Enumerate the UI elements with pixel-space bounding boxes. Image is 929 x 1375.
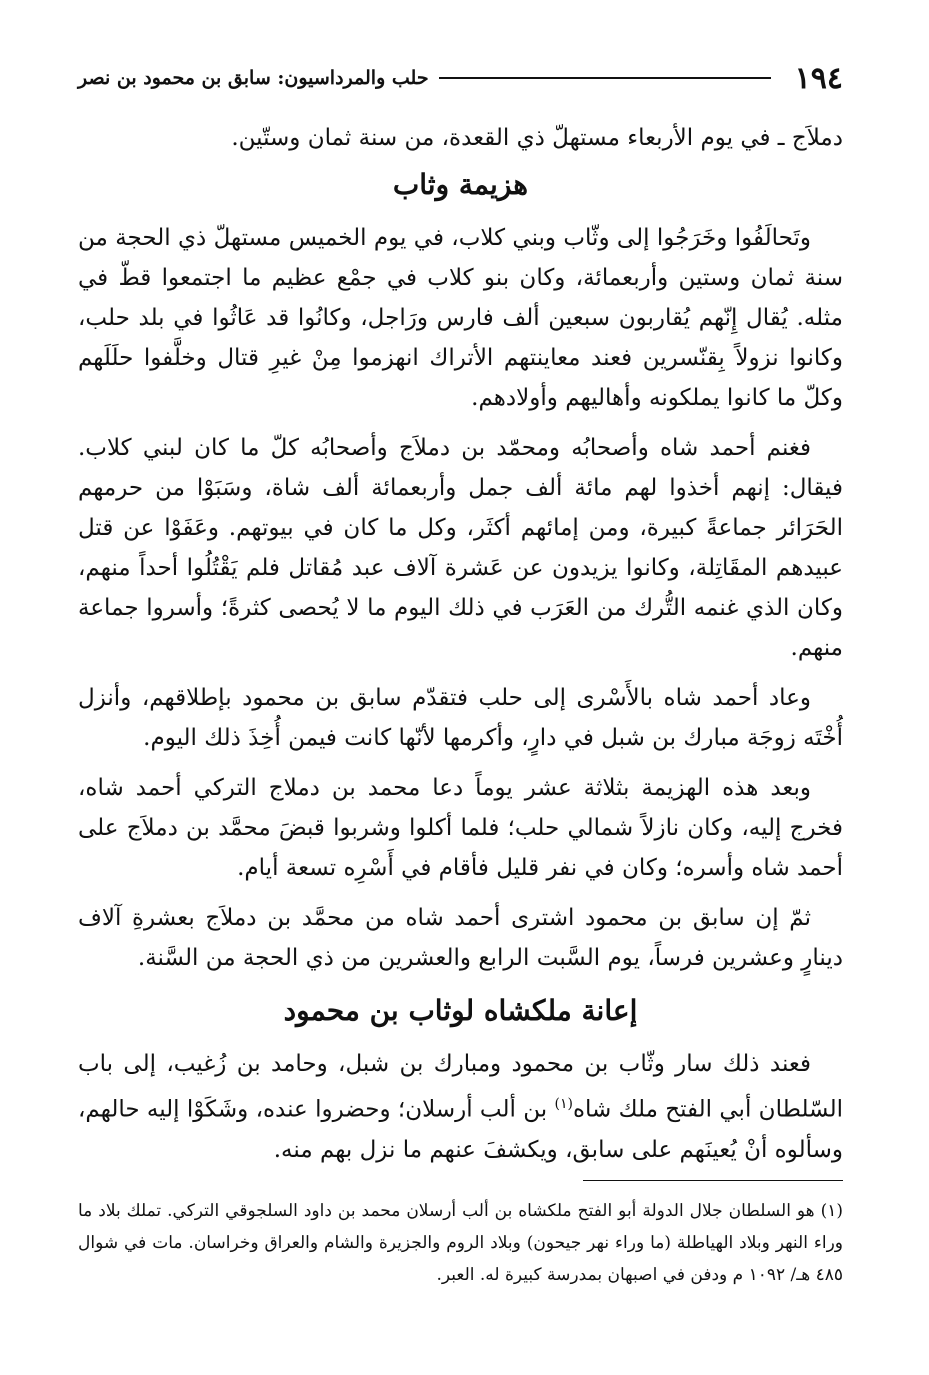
- section-heading-defeat-of-wathab: هزيمة وثاب: [392, 168, 529, 201]
- running-head: [78, 58, 843, 98]
- paragraph: ثمّ إن سابق بن محمود اشترى أحمد شاه من محمَّد بن دملاَج بعشرةِ آلاف دينارٍ وعشرين فرساً، يوم السَّبت الرابع والعشرين من ذي الحجة من السَّنة.: [78, 905, 843, 971]
- paragraph: وعاد أحمد شاه بالأَسْرى إلى حلب فتقدّم سابق بن محمود بإطلاقهم، وأنزل أُخْتَه زوجَة مبارك بن شبل في دارٍ، وأكرمها لأنّها كانت فيمن أُخِذَ ذلك اليوم.: [78, 685, 843, 751]
- paragraph: فغنم أحمد شاه وأصحابُه ومحمّد بن دملاَج وأصحابُه كلّ ما كان لبني كلاب. فيقال: إنهم أخذوا لهم مائة ألف جمل وأربعمائة ألف شاة، وسَبَوْا من حرمهم الحَرَائر جماعةً كبيرة، ومن إمائهم أكثَر، وكل ما كان في بيوتهم. وعَفَوْا عن قتل عبيدهم المقَاتِلة، وكانوا يزيدون عن عَشرة آلاف عبد مُقاتل فلم يَقْتُلُوا أحداً منهم، وكان الذي غنمه التُّرك من العَرَب في ذلك اليوم ما لا يُحصى كثرةً؛ وأسروا جماعة منهم.: [78, 435, 843, 661]
- page-body: [78, 118, 843, 1291]
- running-title: حلب والمرداسيون: سابق بن محمود بن نصر: [78, 67, 429, 89]
- header-rule: [439, 77, 771, 79]
- footnote-separator: [583, 1180, 843, 1181]
- opening-line: دملاَج ـ في يوم الأربعاء مستهلّ ذي القعدة، من سنة ثمان وستّين.: [231, 125, 843, 151]
- footnote-marker: (١): [554, 1096, 573, 1112]
- paragraph-text: بن ألب أرسلان؛ وحضروا عنده، وشَكَوْا إليه حالهم، وسألوه أنْ يُعينَهم على سابق، ويكشفَ عنهم ما نزل بهم منه.: [78, 1096, 843, 1163]
- paragraph-text: فعند ذلك سار وثّاب بن محمود ومبارك بن شبل، وحامد بن زُغيب، إلى باب السّلطان أبي الفتح ملك شاه: [78, 1051, 843, 1123]
- paragraph: وبعد هذه الهزيمة بثلاثة عشر يوماً دعا محمد بن دملاج التركي أحمد شاه، فخرج إليه، وكان نازلاً شمالي حلب؛ فلما أكلوا وشربوا قبضَ محمَّد بن دملاَج على أحمد شاه وأسره؛ وكان في نفر قليل فأقام في أَسْرِه تسعة أيام.: [78, 775, 843, 881]
- paragraph: [78, 1044, 843, 1170]
- page-number: ١٩٤: [794, 60, 843, 96]
- section-heading-malikshah-aid: إعانة ملكشاه لوثاب بن محمود: [283, 994, 638, 1027]
- paragraph: وتَحالَفُوا وخَرَجُوا إلى وثّاب وبني كلاب، في يوم الخميس مستهلّ ذي الحجة من سنة ثمان وستين وأربعمائة، وكان بنو كلاب في جمْع عظيم ما اجتمعوا قطّ في مثله. يُقال إِنّهم يُقاربون سبعين ألف فارس ورَاجل، وكانُوا قد عَاثُوا في بلد حلب، وكانوا نزولاً بِقنّسرين فعند معاينتهم الأتراك انهزموا مِنْ غيرِ قتال وخلَّفوا حلَلَهم وكلّ ما كانوا يملكونه وأهاليهم وأولادهم.: [78, 225, 843, 411]
- footnote: (١) هو السلطان جلال الدولة أبو الفتح ملكشاه بن ألب أرسلان محمد بن داود السلجوقي التركي. تملك بلاد ما وراء النهر وبلاد الهياطلة (ما وراء نهر جيحون) وبلاد الروم والجزيرة والشام والعراق وخراسان. مات في شوال ٤٨٥ هـ/ ١٠٩٢ م ودفن في اصبهان بمدرسة كبيرة له. العبر.: [78, 1200, 843, 1285]
